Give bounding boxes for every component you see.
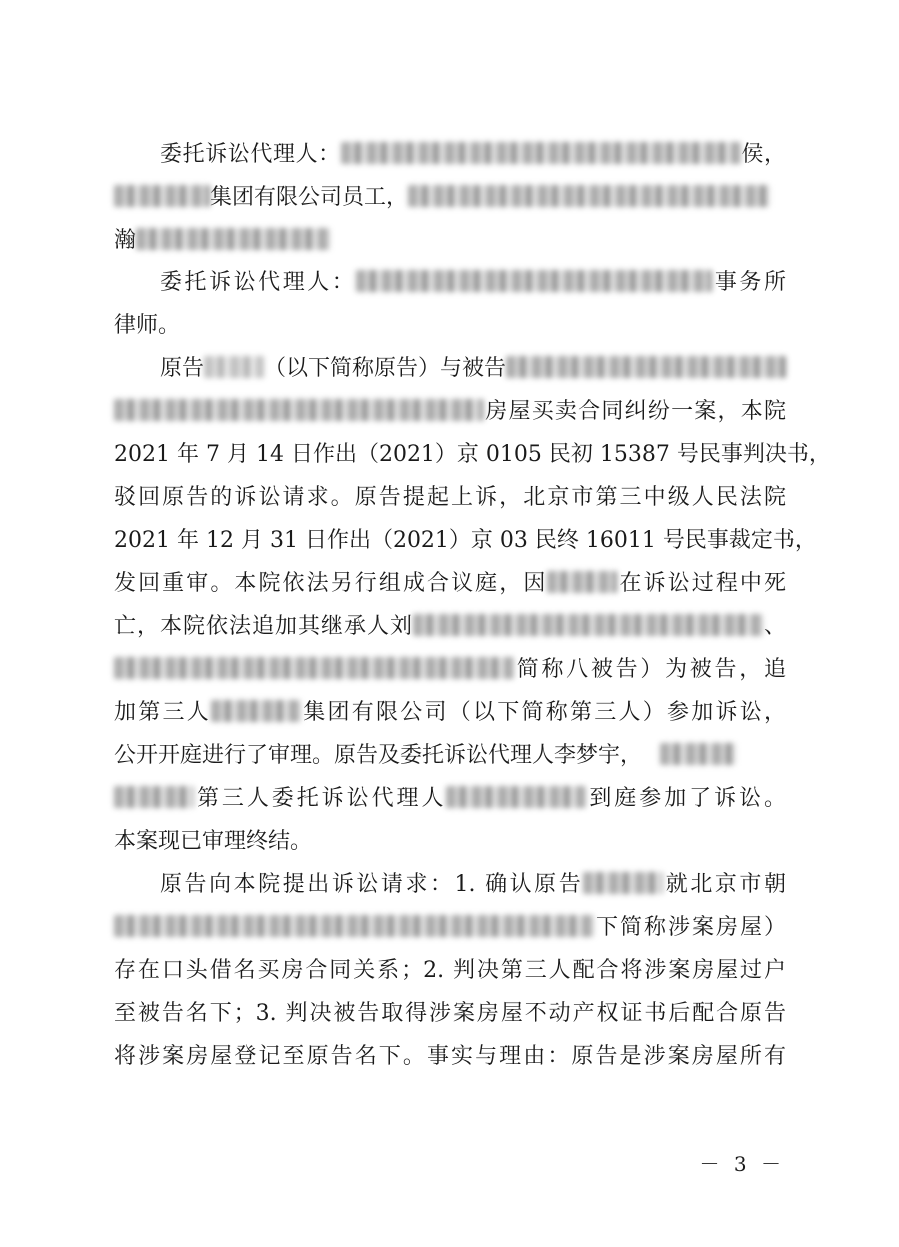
redacted-block [114, 786, 194, 808]
text-line [114, 183, 786, 213]
text-segment: 驳回原告的诉讼请求。原告提起上诉，北京市第三中级人民法院 [114, 485, 786, 510]
text-line [114, 354, 786, 384]
text-line [114, 870, 786, 900]
text-line [114, 140, 786, 170]
text-segment: 委托诉讼代理人： [160, 270, 357, 295]
redacted-block [547, 571, 617, 593]
text-line [114, 913, 786, 943]
text-segment: 瀚 [114, 228, 137, 253]
text-segment: 律师。 [114, 313, 181, 338]
text-segment: 集团有限公司员工， [210, 185, 409, 210]
text-line [114, 1042, 786, 1072]
text-segment: 、 [762, 614, 786, 639]
text-segment: 到庭参加了诉讼。 [586, 786, 786, 811]
text-line [114, 268, 786, 298]
redacted-block [114, 399, 484, 421]
text-segment: 加第三人 [114, 700, 211, 725]
text-line [114, 612, 786, 642]
redacted-block [583, 872, 663, 894]
text-line [114, 698, 786, 728]
text-segment: 房屋买卖合同纠纷一案，本院 [484, 399, 786, 424]
text-line [114, 655, 786, 685]
text-line [114, 784, 786, 814]
redacted-block [114, 915, 594, 937]
redacted-block [660, 743, 736, 765]
text-line [114, 999, 786, 1029]
text-segment: 2021 年 7 月 14 日作出（2021）京 0105 民初 15387 号民事判决书， [114, 442, 831, 467]
text-segment: 2021 年 12 月 31 日作出（2021）京 03 民终 16011 号民事裁定书， [114, 528, 817, 553]
text-line [114, 956, 786, 986]
text-line [114, 226, 786, 256]
text-line [114, 397, 786, 427]
text-line [114, 827, 786, 857]
text-segment: （以下简称原告）与被告 [264, 356, 507, 381]
page-number: － 3 － [699, 1152, 785, 1176]
redacted-block [211, 700, 301, 722]
text-line [114, 311, 786, 341]
redacted-block [413, 614, 763, 636]
redacted-block [136, 228, 330, 250]
redacted-block [446, 786, 586, 808]
text-segment: 就北京市朝 [663, 872, 786, 897]
text-segment: 至被告名下；3. 判决被告取得涉案房屋不动产权证书后配合原告 [114, 1001, 786, 1026]
text-line [114, 483, 786, 513]
redacted-block [408, 185, 770, 207]
text-segment: 第三人委托诉讼代理人 [194, 786, 447, 811]
redacted-block [356, 270, 712, 292]
redacted-block [341, 142, 741, 164]
text-segment: 将涉案房屋登记至原告名下。事实与理由：原告是涉案房屋所有 [114, 1044, 786, 1069]
text-segment: 下简称涉案房屋） [594, 915, 786, 940]
text-segment: 亡，本院依法追加其继承人刘 [114, 614, 413, 639]
text-segment: 在诉讼过程中死 [617, 571, 786, 596]
redacted-block [204, 356, 264, 378]
text-line [114, 440, 831, 470]
text-segment: 本案现已审理终结。 [114, 829, 313, 854]
text-segment: 集团有限公司（以下简称第三人）参加诉讼， [301, 700, 786, 725]
text-segment: 存在口头借名买房合同关系；2. 判决第三人配合将涉案房屋过户 [114, 958, 786, 983]
text-segment: 原告 [160, 356, 205, 381]
text-segment: 委托诉讼代理人： [160, 142, 341, 167]
text-line [114, 741, 786, 771]
text-line [114, 526, 817, 556]
text-segment: 简称八被告）为被告，追 [514, 657, 786, 682]
redacted-block [114, 185, 210, 207]
text-segment: 事务所 [712, 270, 786, 295]
text-segment: 公开开庭进行了审理。原告及委托诉讼代理人李梦宇， [114, 743, 643, 768]
text-line [114, 569, 786, 599]
text-segment: 侯， [740, 142, 786, 167]
redacted-block [114, 657, 514, 679]
text-segment: 发回重审。本院依法另行组成合议庭，因 [114, 571, 548, 596]
text-segment: 原告向本院提出诉讼请求：1. 确认原告 [160, 872, 584, 897]
redacted-block [506, 356, 786, 378]
